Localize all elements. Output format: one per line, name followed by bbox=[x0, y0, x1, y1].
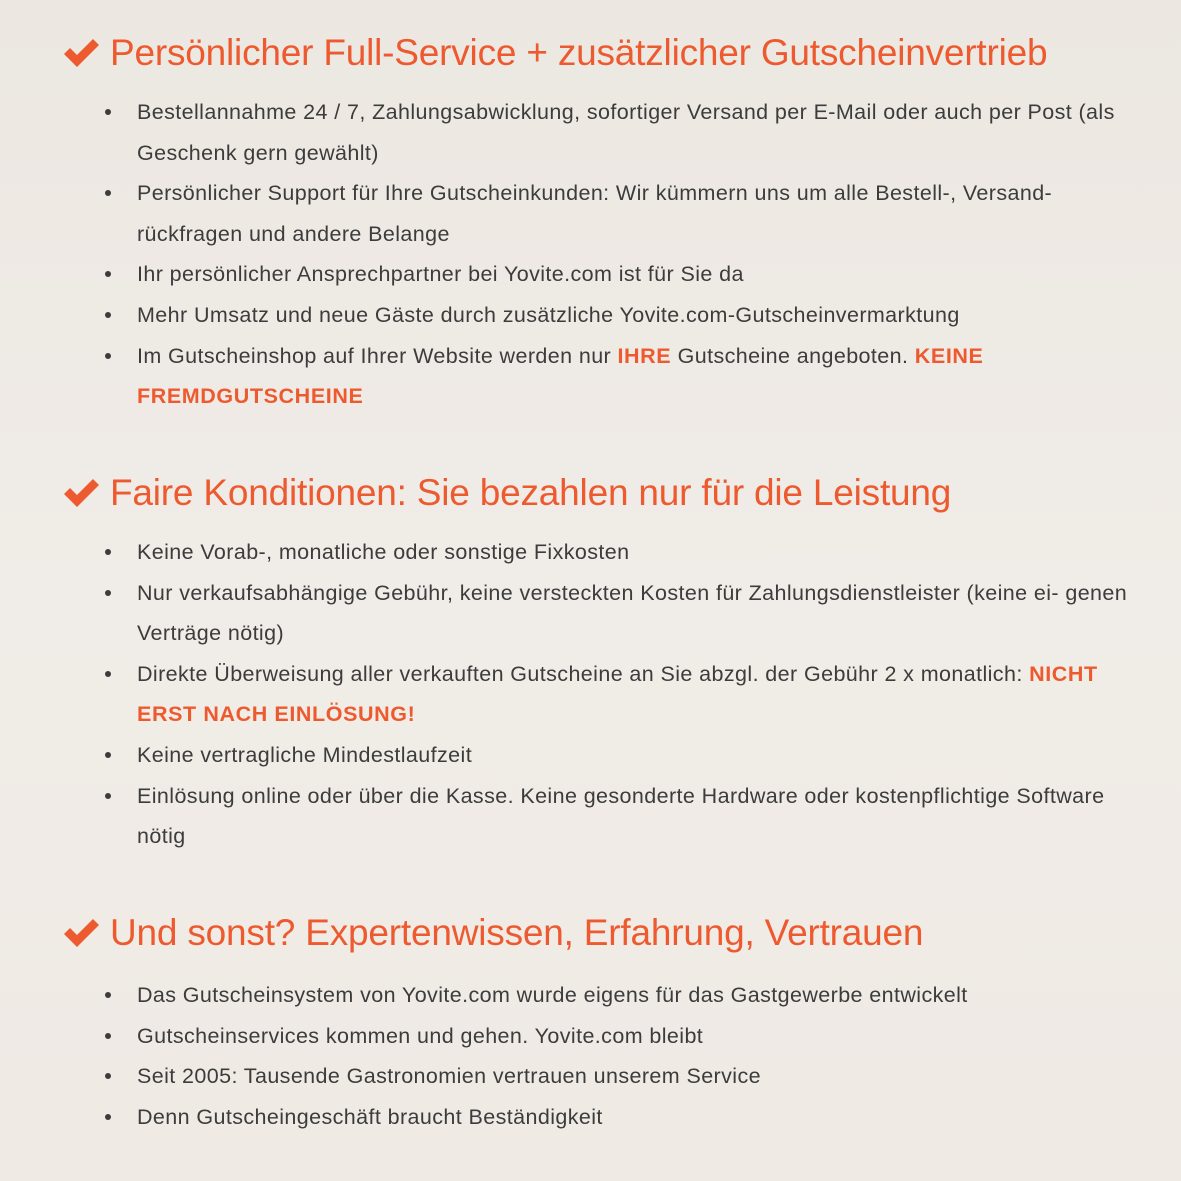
list-item bbox=[137, 1016, 1152, 1057]
check-icon bbox=[62, 917, 100, 949]
list-item bbox=[137, 295, 1152, 336]
section-heading bbox=[62, 28, 1152, 78]
list-item bbox=[137, 336, 1152, 417]
list-item bbox=[137, 1056, 1152, 1097]
bullet bbox=[105, 590, 111, 596]
section-title: Persönlicher Full-Service + zusätzlicher Gutscheinvertrieb bbox=[110, 32, 1048, 73]
list-item-text: Mehr Umsatz und neue Gäste durch zusätzliche Yovite.com-Gutscheinvermarktung bbox=[137, 302, 960, 327]
list-item-text: Denn Gutscheingeschäft braucht Beständigkeit bbox=[137, 1104, 603, 1129]
section-heading bbox=[62, 908, 1152, 958]
list-item-text: Bestellannahme 24 / 7, Zahlungsabwicklung, sofortiger Versand per E-Mail oder auch per Post (als Geschenk gern gewählt) bbox=[137, 100, 1115, 165]
section-heading bbox=[62, 468, 1152, 518]
list-item bbox=[137, 573, 1152, 654]
highlight-text: KEINE FREMDGUTSCHEINE bbox=[137, 343, 984, 409]
list-item-text: Gutscheinservices kommen und gehen. Yovite.com bleibt bbox=[137, 1023, 704, 1048]
list-item bbox=[137, 532, 1152, 573]
highlight-text: IHRE bbox=[617, 343, 672, 368]
section-experience bbox=[62, 908, 1152, 1137]
bullet bbox=[105, 549, 111, 555]
bullet bbox=[105, 752, 111, 758]
section-full-service bbox=[62, 28, 1152, 417]
list-item-text: Einlösung online oder über die Kasse. Keine gesonderte Hardware oder kostenpflichtige Software nötig bbox=[137, 783, 1105, 849]
feature-list bbox=[62, 532, 1152, 857]
list-item bbox=[137, 173, 1152, 254]
section-conditions bbox=[62, 468, 1152, 857]
list-item bbox=[137, 254, 1152, 295]
feature-list bbox=[62, 92, 1152, 417]
feature-list bbox=[62, 975, 1152, 1137]
bullet bbox=[105, 1033, 111, 1039]
list-item-text: Ihr persönlicher Ansprechpartner bei Yovite.com ist für Sie da bbox=[137, 262, 744, 287]
highlight-text: NICHT ERST NACH EINLÖSUNG! bbox=[137, 661, 1098, 727]
bullet bbox=[105, 992, 111, 998]
bullet bbox=[105, 109, 111, 115]
list-item-text: Persönlicher Support für Ihre Gutscheinkunden: Wir kümmern uns um alle Bestell-, Versand- rückfragen und andere Belange bbox=[137, 181, 1053, 246]
list-item-text: Direkte Überweisung aller verkauften Gutscheine an Sie abzgl. der Gebühr 2 x monatlich: bbox=[137, 661, 1030, 686]
list-item-text: Gutscheine angeboten. bbox=[671, 343, 915, 368]
bullet bbox=[105, 1073, 111, 1079]
bullet bbox=[105, 671, 111, 677]
bullet bbox=[105, 793, 111, 799]
list-item-text: Im Gutscheinshop auf Ihrer Website werden nur bbox=[137, 343, 618, 368]
list-item bbox=[137, 92, 1152, 173]
list-item bbox=[137, 975, 1152, 1016]
list-item bbox=[137, 776, 1152, 857]
list-item-text: Das Gutscheinsystem von Yovite.com wurde eigens für das Gastgewerbe entwickelt bbox=[137, 983, 968, 1007]
list-item bbox=[137, 735, 1152, 776]
bullet bbox=[105, 190, 111, 196]
list-item-text: Keine vertragliche Mindestlaufzeit bbox=[137, 742, 473, 767]
list-item-text: Keine Vorab-, monatliche oder sonstige Fixkosten bbox=[137, 540, 630, 564]
list-item bbox=[137, 1097, 1152, 1138]
section-title: Und sonst? Expertenwissen, Erfahrung, Vertrauen bbox=[110, 912, 924, 953]
bullet bbox=[105, 1114, 111, 1120]
bullet bbox=[105, 271, 111, 277]
list-item bbox=[137, 654, 1152, 735]
bullet bbox=[105, 312, 111, 318]
check-icon bbox=[62, 37, 100, 69]
bullet bbox=[105, 353, 111, 359]
check-icon bbox=[62, 477, 100, 509]
section-title: Faire Konditionen: Sie bezahlen nur für die Leistung bbox=[110, 472, 952, 513]
list-item-text: Seit 2005: Tausende Gastronomien vertrauen unserem Service bbox=[137, 1064, 761, 1089]
list-item-text: Nur verkaufsabhängige Gebühr, keine versteckten Kosten für Zahlungsdienstleister (keine ei- genen Verträge nötig) bbox=[137, 580, 1128, 646]
